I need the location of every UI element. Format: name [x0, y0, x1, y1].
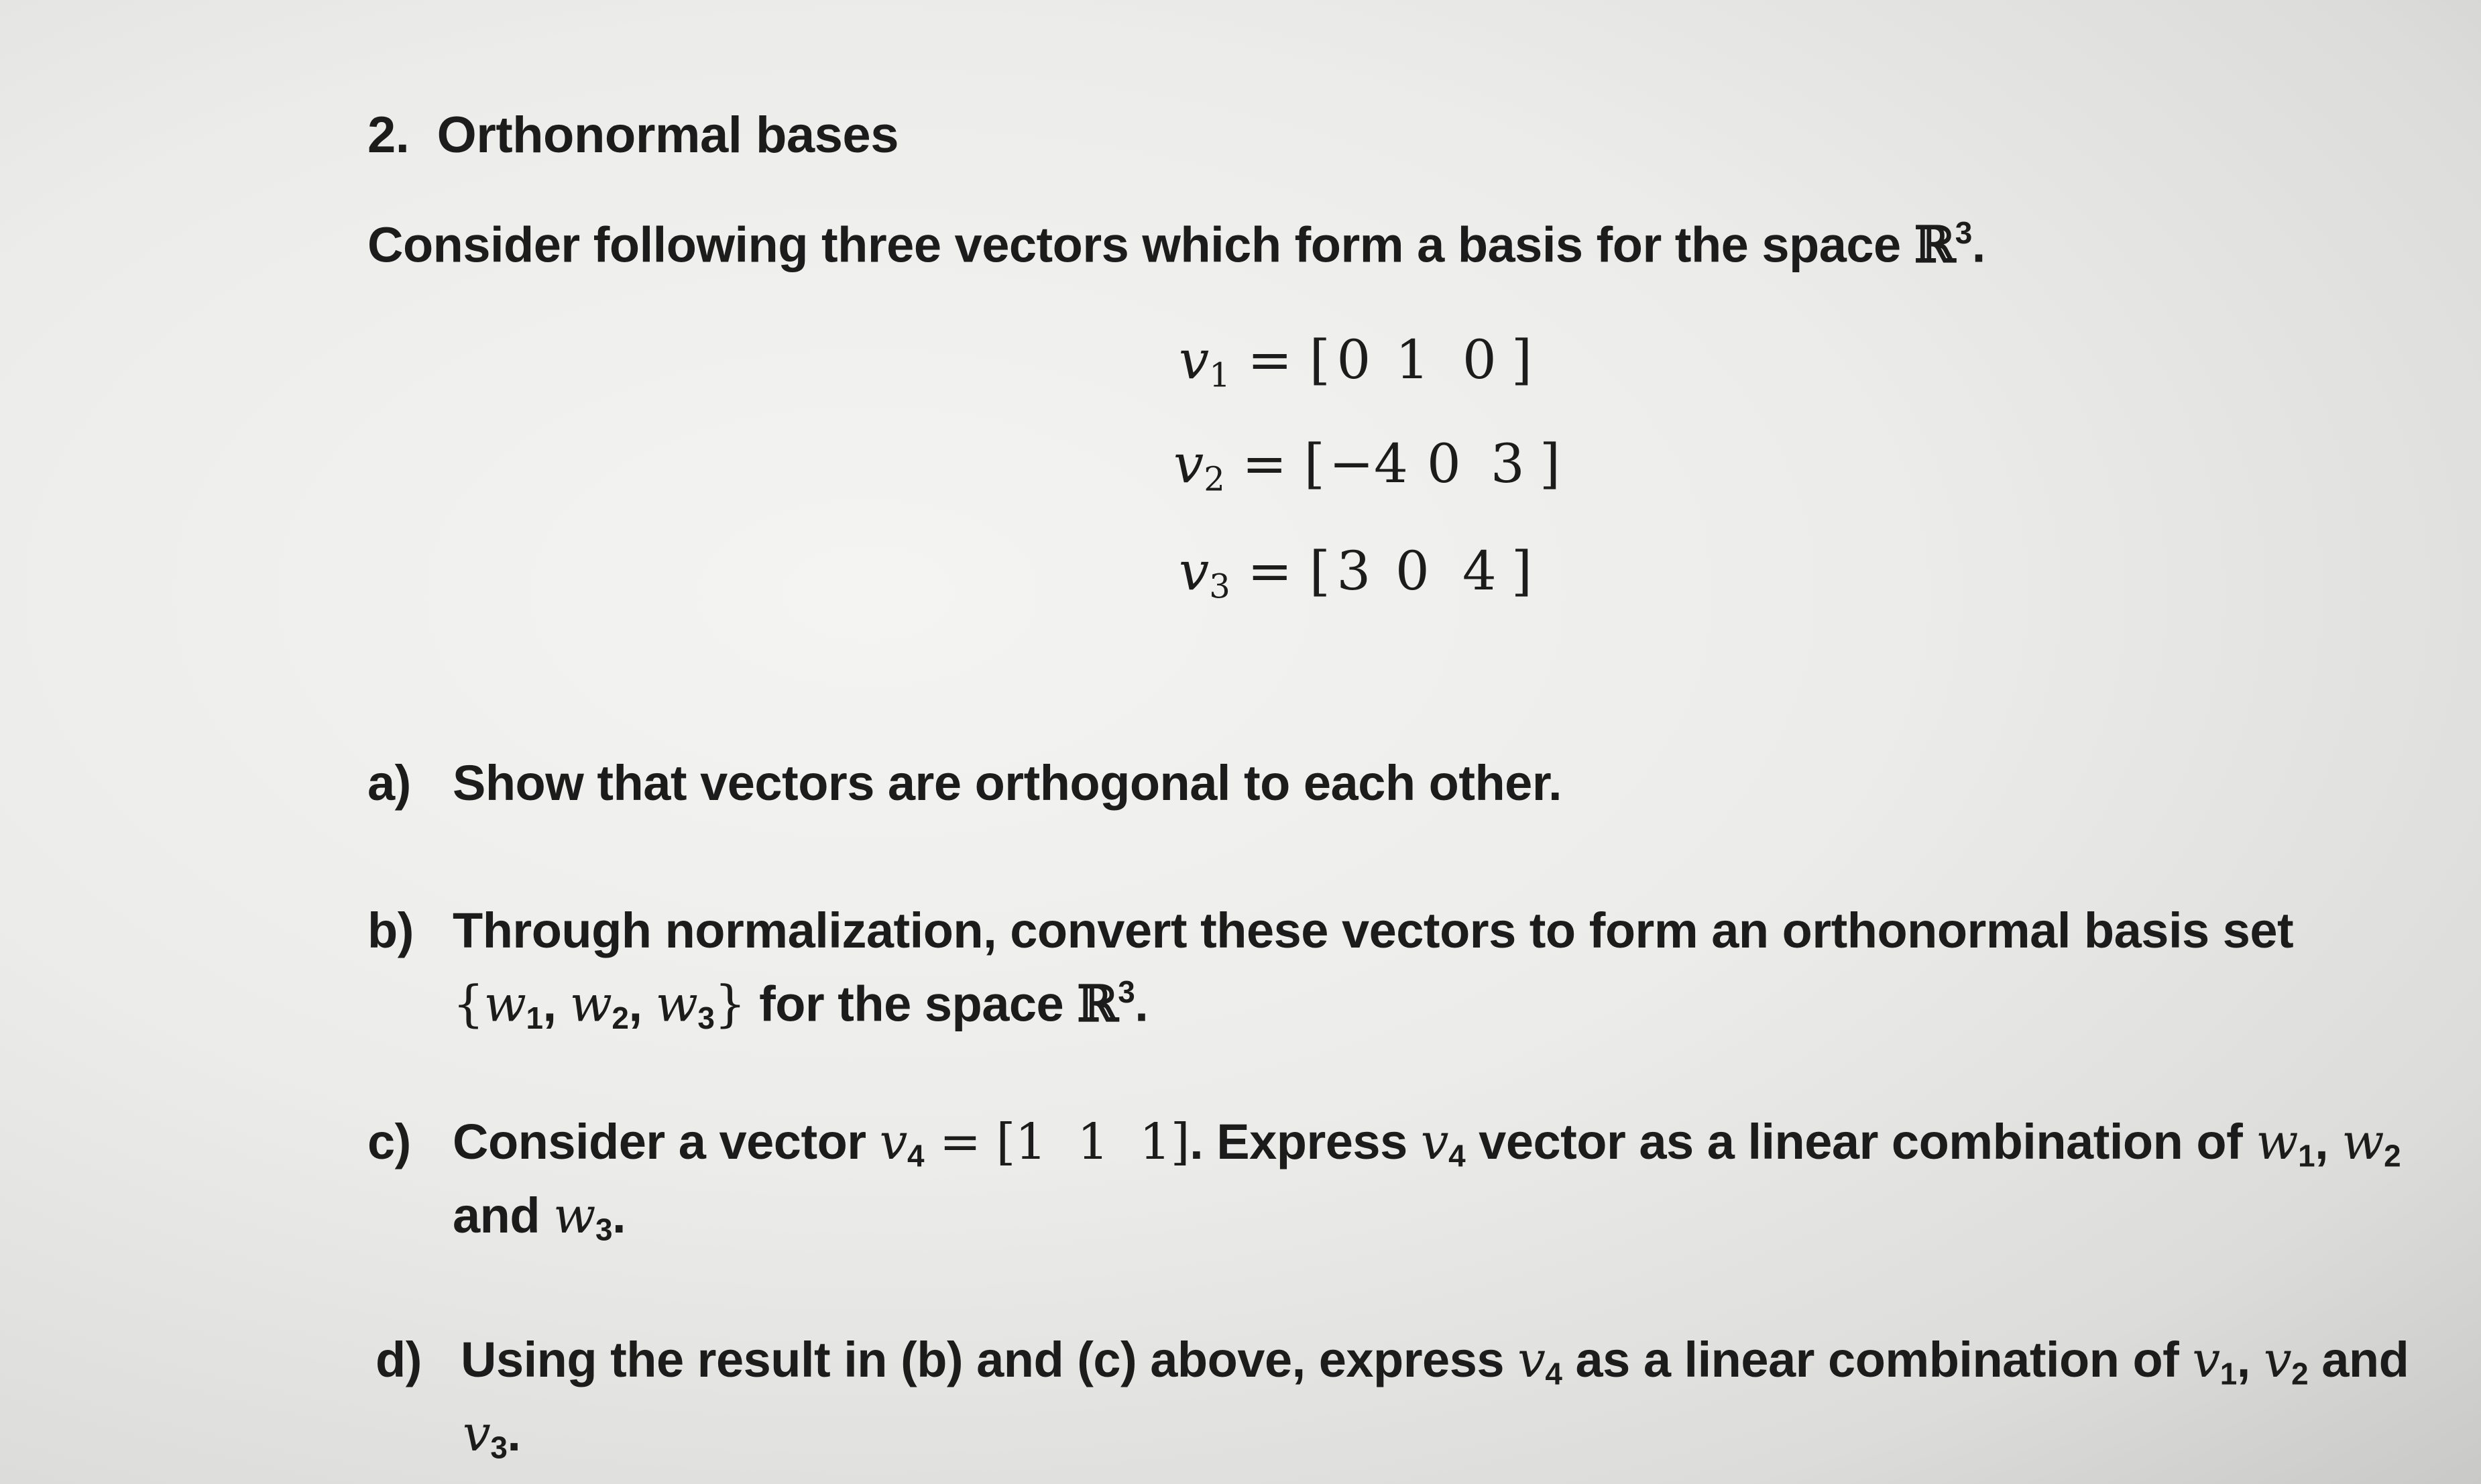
vector-v3: [1179, 540, 1532, 606]
question-c-line2: [453, 1187, 626, 1247]
v-symbol: v: [879, 1113, 907, 1171]
vector-component: 1: [1395, 329, 1430, 391]
real-space-symbol: ℝ: [1914, 216, 1955, 274]
question-c: [367, 1113, 2401, 1174]
problem-intro: [367, 215, 1985, 274]
question-d-line2: [463, 1405, 520, 1465]
v-symbol: v: [463, 1405, 491, 1463]
problem-title-text: Orthonormal bases: [437, 107, 899, 164]
question-text: . Express: [1190, 1114, 1421, 1169]
vector-name: v: [1173, 433, 1204, 495]
w-symbol: w: [2256, 1113, 2299, 1171]
v-subscript: 4: [907, 1138, 924, 1174]
vector-component: 0: [1336, 329, 1371, 391]
vector-bracket: ]: [1511, 540, 1533, 602]
vector-component: 0: [1426, 433, 1461, 495]
question-label: a): [367, 755, 411, 811]
v-subscript: 2: [2291, 1356, 2309, 1391]
sentence-end: .: [612, 1188, 626, 1243]
v-symbol: v: [1517, 1331, 1546, 1389]
question-b: [367, 902, 2293, 959]
question-text: and: [453, 1188, 554, 1243]
vector-component: 0: [1395, 540, 1430, 602]
vector-name: v: [1179, 540, 1210, 602]
vector-v2: [1173, 433, 1560, 498]
question-text: as a linear combination of: [1562, 1332, 2193, 1387]
question-text: for the space: [746, 976, 1078, 1032]
vector-subscript: 3: [1209, 567, 1230, 606]
vector-component: −4: [1328, 433, 1408, 495]
intro-text: Consider following three vectors which form a basis for the space: [367, 217, 1914, 273]
w-symbol: w: [655, 975, 698, 1033]
vector-subscript: 2: [1204, 459, 1225, 499]
question-b-line2: [453, 974, 1148, 1036]
w-symbol: w: [553, 1187, 595, 1245]
w-subscript: 1: [2298, 1138, 2315, 1174]
question-text: and: [2308, 1332, 2409, 1387]
sentence-end: .: [507, 1406, 521, 1461]
vector-equals: = [: [1230, 540, 1330, 602]
v-subscript: 1: [2219, 1356, 2237, 1391]
space-dimension: 3: [1955, 215, 1972, 250]
question-text: Consider a vector: [453, 1114, 880, 1169]
v-symbol: v: [2192, 1331, 2220, 1389]
vector-component: 3: [1490, 433, 1525, 495]
v-subscript: 4: [1448, 1138, 1466, 1174]
vector-component: 0: [1462, 329, 1497, 391]
w-subscript: 2: [2384, 1138, 2401, 1174]
question-text: Through normalization, convert these vectors to form an orthonormal basis set: [453, 903, 2294, 958]
w-symbol: w: [483, 975, 526, 1033]
space-dimension: 3: [1118, 974, 1135, 1009]
w-subscript: 3: [697, 1000, 715, 1035]
v-subscript: 3: [490, 1430, 508, 1465]
set-close-brace: }: [714, 975, 746, 1033]
w-symbol: w: [2342, 1113, 2384, 1171]
intro-end: .: [1971, 217, 1985, 273]
question-label: c): [367, 1114, 411, 1169]
real-space-symbol: ℝ: [1077, 975, 1118, 1033]
problem-number: 2.: [367, 107, 410, 164]
vector-component: 3: [1336, 540, 1371, 602]
question-text: vector as a linear combination of: [1465, 1114, 2256, 1169]
question-a: [367, 754, 1562, 811]
vector-equals: = [: [1230, 329, 1330, 391]
question-text: Using the result in (b) and (c) above, express: [461, 1332, 1518, 1387]
set-open-brace: {: [453, 975, 484, 1033]
vector-name: v: [1179, 329, 1210, 391]
vector-v1: [1179, 329, 1532, 394]
question-text: Show that vectors are orthogonal to each other.: [453, 755, 1562, 811]
comma: ,: [628, 976, 656, 1032]
comma: ,: [2315, 1114, 2342, 1169]
problem-title: [367, 106, 899, 164]
vector-component: 4: [1462, 540, 1497, 602]
question-d: [376, 1331, 2409, 1391]
vector-equals: = [: [1224, 433, 1325, 495]
w-subscript: 3: [595, 1212, 612, 1247]
w-symbol: w: [569, 975, 612, 1033]
vector-bracket: ]: [1539, 433, 1561, 495]
comma: ,: [2236, 1332, 2264, 1387]
w-subscript: 2: [612, 1000, 629, 1035]
v-symbol: v: [1420, 1113, 1449, 1171]
v-symbol: v: [2263, 1331, 2292, 1389]
question-label: b): [367, 903, 414, 958]
vector-subscript: 1: [1209, 355, 1230, 395]
v-subscript: 4: [1545, 1356, 1562, 1391]
vector-bracket: ]: [1511, 329, 1533, 391]
w-subscript: 1: [526, 1000, 543, 1035]
question-label: d): [376, 1332, 422, 1387]
vector-v4-value: = [1 1 1]: [924, 1113, 1190, 1171]
sentence-end: .: [1135, 976, 1149, 1032]
comma: ,: [542, 976, 570, 1032]
